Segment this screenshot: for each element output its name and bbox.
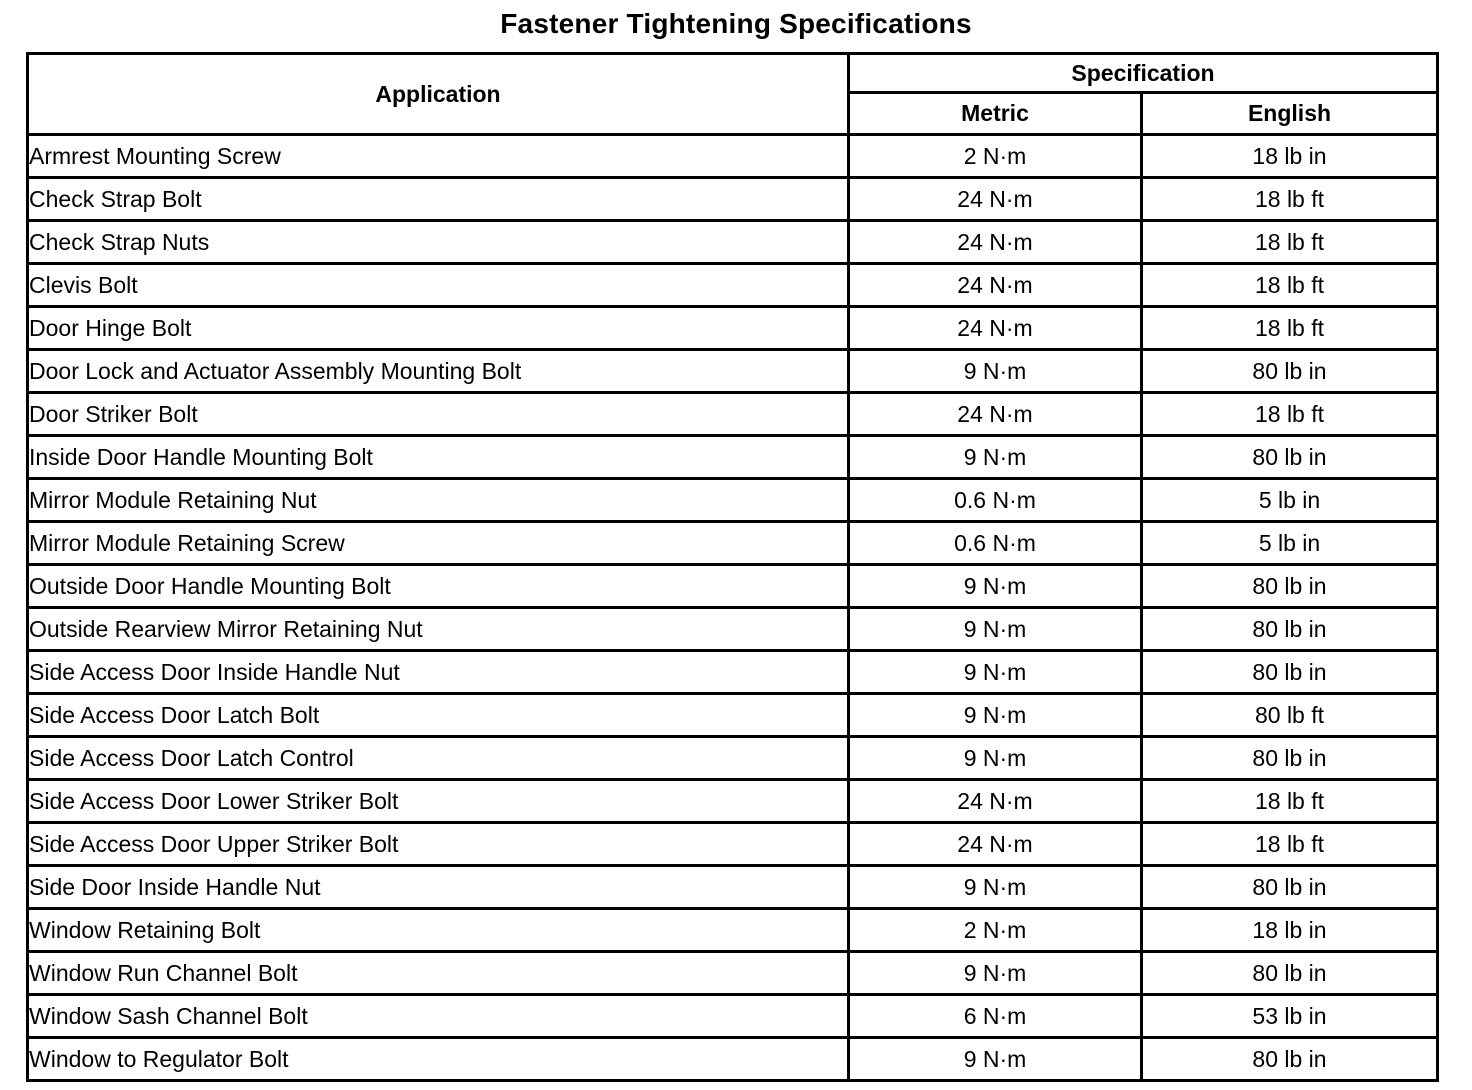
english-column-header: English [1142, 93, 1438, 135]
metric-cell: 9 N·m [849, 608, 1142, 651]
english-cell: 80 lb in [1142, 436, 1438, 479]
application-cell: Window Retaining Bolt [28, 909, 849, 952]
specification-group-header: Specification [849, 54, 1438, 93]
metric-cell: 0.6 N·m [849, 479, 1142, 522]
metric-cell: 24 N·m [849, 221, 1142, 264]
table-body [28, 135, 1438, 1081]
application-cell: Door Striker Bolt [28, 393, 849, 436]
english-cell: 18 lb ft [1142, 823, 1438, 866]
application-cell: Window to Regulator Bolt [28, 1038, 849, 1081]
metric-cell: 9 N·m [849, 737, 1142, 780]
metric-cell: 0.6 N·m [849, 522, 1142, 565]
metric-cell: 24 N·m [849, 823, 1142, 866]
table-row [28, 737, 1438, 780]
application-cell: Check Strap Bolt [28, 178, 849, 221]
fastener-spec-table [26, 52, 1439, 1082]
table-row [28, 823, 1438, 866]
metric-cell: 9 N·m [849, 694, 1142, 737]
metric-cell: 9 N·m [849, 565, 1142, 608]
table-row [28, 866, 1438, 909]
metric-cell: 24 N·m [849, 393, 1142, 436]
application-cell: Side Access Door Lower Striker Bolt [28, 780, 849, 823]
table-row [28, 393, 1438, 436]
metric-cell: 6 N·m [849, 995, 1142, 1038]
english-cell: 5 lb in [1142, 479, 1438, 522]
table-row [28, 178, 1438, 221]
metric-cell: 9 N·m [849, 350, 1142, 393]
english-cell: 80 lb in [1142, 866, 1438, 909]
metric-cell: 9 N·m [849, 866, 1142, 909]
metric-cell: 24 N·m [849, 780, 1142, 823]
english-cell: 80 lb in [1142, 737, 1438, 780]
table-row [28, 608, 1438, 651]
table-row [28, 909, 1438, 952]
table-row [28, 694, 1438, 737]
metric-cell: 24 N·m [849, 264, 1142, 307]
metric-cell: 9 N·m [849, 651, 1142, 694]
application-cell: Mirror Module Retaining Screw [28, 522, 849, 565]
table-row [28, 436, 1438, 479]
application-column-header: Application [28, 54, 849, 135]
english-cell: 5 lb in [1142, 522, 1438, 565]
english-cell: 80 lb in [1142, 1038, 1438, 1081]
application-cell: Window Run Channel Bolt [28, 952, 849, 995]
english-cell: 80 lb ft [1142, 694, 1438, 737]
metric-cell: 2 N·m [849, 909, 1142, 952]
english-cell: 18 lb ft [1142, 264, 1438, 307]
metric-cell: 24 N·m [849, 307, 1142, 350]
table-row [28, 264, 1438, 307]
english-cell: 18 lb ft [1142, 178, 1438, 221]
application-cell: Clevis Bolt [28, 264, 849, 307]
metric-cell: 9 N·m [849, 952, 1142, 995]
application-cell: Side Access Door Upper Striker Bolt [28, 823, 849, 866]
application-cell: Armrest Mounting Screw [28, 135, 849, 178]
table-row [28, 350, 1438, 393]
application-cell: Side Access Door Latch Bolt [28, 694, 849, 737]
table-row [28, 952, 1438, 995]
table-row [28, 221, 1438, 264]
document-title: Fastener Tightening Specifications [500, 8, 972, 39]
english-cell: 18 lb in [1142, 135, 1438, 178]
application-cell: Side Door Inside Handle Nut [28, 866, 849, 909]
application-cell: Window Sash Channel Bolt [28, 995, 849, 1038]
english-cell: 80 lb in [1142, 350, 1438, 393]
english-cell: 18 lb ft [1142, 307, 1438, 350]
english-cell: 18 lb ft [1142, 393, 1438, 436]
application-cell: Door Lock and Actuator Assembly Mounting Bolt [28, 350, 849, 393]
application-cell: Outside Door Handle Mounting Bolt [28, 565, 849, 608]
table-row [28, 479, 1438, 522]
english-cell: 53 lb in [1142, 995, 1438, 1038]
table-row [28, 651, 1438, 694]
table-row [28, 522, 1438, 565]
application-cell: Outside Rearview Mirror Retaining Nut [28, 608, 849, 651]
application-cell: Side Access Door Latch Control [28, 737, 849, 780]
english-cell: 80 lb in [1142, 608, 1438, 651]
table-row [28, 780, 1438, 823]
table-row [28, 995, 1438, 1038]
english-cell: 80 lb in [1142, 565, 1438, 608]
metric-cell: 9 N·m [849, 1038, 1142, 1081]
table-row [28, 1038, 1438, 1081]
english-cell: 18 lb ft [1142, 780, 1438, 823]
english-cell: 80 lb in [1142, 952, 1438, 995]
english-cell: 80 lb in [1142, 651, 1438, 694]
table-row [28, 135, 1438, 178]
application-cell: Inside Door Handle Mounting Bolt [28, 436, 849, 479]
table-row [28, 307, 1438, 350]
application-cell: Door Hinge Bolt [28, 307, 849, 350]
metric-cell: 9 N·m [849, 436, 1142, 479]
english-cell: 18 lb ft [1142, 221, 1438, 264]
english-cell: 18 lb in [1142, 909, 1438, 952]
metric-column-header: Metric [849, 93, 1142, 135]
application-cell: Mirror Module Retaining Nut [28, 479, 849, 522]
application-cell: Check Strap Nuts [28, 221, 849, 264]
metric-cell: 24 N·m [849, 178, 1142, 221]
metric-cell: 2 N·m [849, 135, 1142, 178]
application-cell: Side Access Door Inside Handle Nut [28, 651, 849, 694]
table-row [28, 565, 1438, 608]
